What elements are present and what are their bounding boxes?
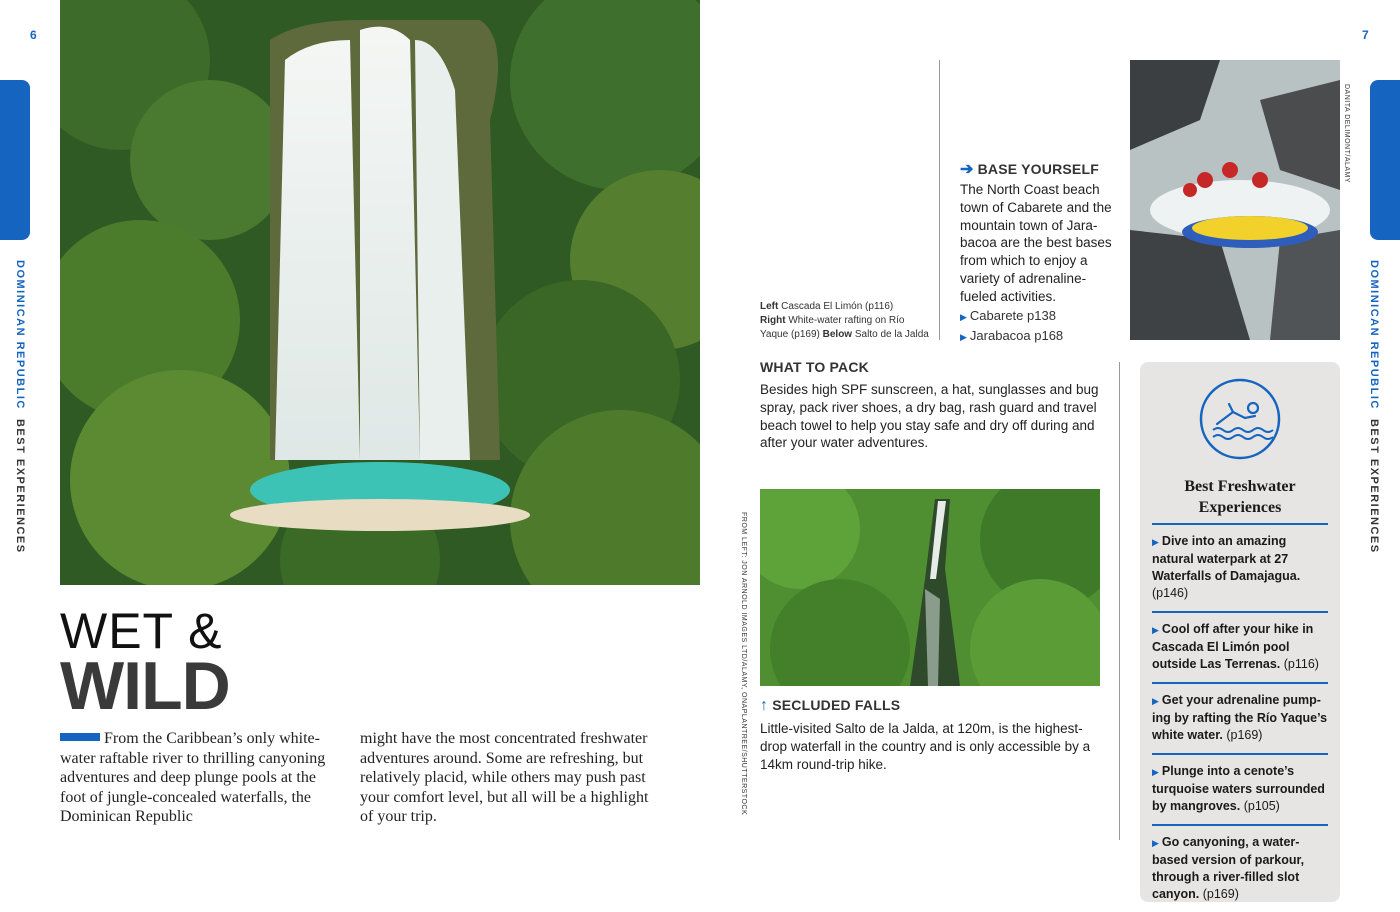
running-head-left: [14, 260, 26, 554]
triangle-bullet-icon: ▶: [1152, 696, 1159, 706]
running-head-section: BEST EXPERIENCES: [1368, 418, 1380, 554]
caption-below-label: Below: [822, 329, 853, 340]
list-item: [1152, 523, 1328, 611]
list-item: [1152, 824, 1328, 912]
falls-photo-credit: FROM LEFT: JON ARNOLD IMAGES LTD/ALAMY, ONAPLANTREE/SHUTTERSTOCK: [740, 512, 747, 816]
sidebar-title: Best Freshwater Experiences: [1184, 478, 1296, 516]
intro-column-2: [360, 729, 650, 827]
intro-text-1: From the Caribbean’s only white-water raftable river to thrilling canyoning adventures and deep plunge pools at the foot of jungle-concealed waterfalls, the Dominican Republic: [60, 730, 326, 826]
list-item: [1152, 611, 1328, 682]
intro-column-1: [60, 729, 340, 827]
secluded-falls-body: Little-visited Salto de la Jalda, at 120m, is the highest-drop waterfall in the country and is only accessible by a 14km round-trip hike.: [760, 721, 1091, 772]
what-to-pack-title: WHAT TO PACK: [760, 359, 869, 375]
rafting-photo: [1130, 60, 1340, 340]
page-number-right: 7: [1362, 28, 1369, 42]
running-head-country: DOMINICAN REPUBLIC: [14, 260, 26, 410]
arrow-right-icon: ➔: [960, 161, 974, 178]
sidebar-item-ref: (p169): [1199, 887, 1239, 901]
sidebar-item-bold: Dive into an amazing natural waterpark at 27 Waterfalls of Damajagua.: [1152, 534, 1301, 583]
sidebar-item-ref: (p105): [1240, 799, 1280, 813]
triangle-bullet-icon: ▶: [1152, 767, 1159, 777]
rafting-photo-credit: DANITA DELIMONT/ALAMY: [1343, 84, 1350, 184]
base-yourself-title: [960, 159, 1099, 179]
triangle-bullet-icon: ▶: [1152, 625, 1159, 635]
triangle-bullet-icon: ▶: [960, 332, 967, 342]
page-number-left: 6: [30, 28, 37, 42]
base-link-jarabacoa[interactable]: [960, 326, 1063, 347]
running-head-section: BEST EXPERIENCES: [14, 418, 26, 554]
running-head-right: [1368, 260, 1380, 554]
page-heading-line1: WET &: [60, 603, 223, 659]
running-head-country: DOMINICAN REPUBLIC: [1368, 260, 1380, 410]
sidebar-item-ref: (p146): [1152, 586, 1189, 600]
base-link-label: Jarabacoa p168: [969, 328, 1064, 343]
caption-right-text: White-water rafting on Río Yaque (p169): [760, 315, 905, 340]
caption-right-label: Right: [760, 315, 786, 326]
sidebar-item-bold: Cool off after your hike in Cascada El Limón pool outside Las Terrenas.: [1152, 622, 1314, 671]
sidebar-item-ref: (p169): [1222, 728, 1263, 742]
secluded-falls-photo: [760, 489, 1100, 686]
sidebar-item-bold: Go canyoning, a water-based version of parkour, through a river-filled slot canyon.: [1152, 835, 1305, 901]
caption-left-text: Cascada El Limón (p116): [781, 301, 894, 312]
page-heading-line2: WILD: [60, 648, 230, 724]
photo-captions: [760, 300, 930, 342]
what-to-pack-body: Besides high SPF sunscreen, a hat, sunglasses and bug spray, pack river shoes, a dry bag, rash guard and travel beach towel to help you stay safe and dry off during and after your water adventures.: [760, 382, 1099, 451]
sidebar-item-ref: (p116): [1280, 657, 1319, 671]
base-link-label: Cabarete p138: [969, 308, 1056, 323]
arrow-up-icon: ↑: [760, 697, 769, 714]
caption-left-label: Left: [760, 301, 779, 312]
secluded-falls-title-text: SECLUDED FALLS: [772, 697, 901, 713]
best-freshwater-sidebar: [1140, 362, 1340, 902]
base-yourself-body: The North Coast beach town of Cabarete and the mountain town of Jara-bacoa are the best bases from which to enjoy a variety of adrenaline-fueled activities.: [960, 182, 1112, 304]
intro-text-2: might have the most concentrated freshwater adventures around. Some are refreshing, but relatively placid, while others may push past your comfort level, but all will be a highlight of your trip.: [360, 730, 649, 826]
waterfall-photo: [60, 0, 700, 585]
intro-accent-bar: [60, 733, 100, 741]
triangle-bullet-icon: ▶: [1152, 537, 1159, 547]
secluded-falls-title: [760, 697, 900, 715]
sidebar-list: [1152, 523, 1328, 912]
base-link-cabarete[interactable]: [960, 306, 1056, 327]
chapter-tab-right: [1370, 80, 1400, 240]
base-yourself-title-text: BASE YOURSELF: [977, 161, 1099, 177]
caption-below-text: Salto de la Jalda: [854, 329, 929, 340]
chapter-tab-left: [0, 80, 30, 240]
column-divider: [939, 60, 940, 340]
sidebar-item-bold: Get your adrenaline pump-ing by rafting the Río Yaque’s white water.: [1152, 693, 1328, 742]
list-item: [1152, 682, 1328, 753]
sidebar-item-bold: Plunge into a cenote’s turquoise waters surrounded by mangroves.: [1152, 764, 1325, 813]
sidebar-divider: [1119, 362, 1120, 840]
swimmer-icon: [1199, 378, 1281, 460]
list-item: [1152, 753, 1328, 824]
triangle-bullet-icon: ▶: [1152, 838, 1159, 848]
triangle-bullet-icon: ▶: [960, 312, 967, 322]
